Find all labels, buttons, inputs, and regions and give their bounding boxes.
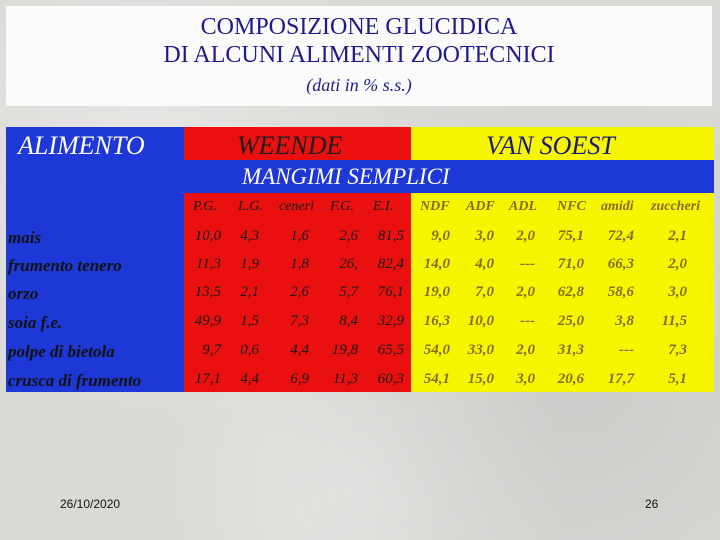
table-cell: 33,0 bbox=[467, 342, 494, 358]
table-cell: 10,0 bbox=[467, 313, 494, 329]
footer-date: 26/10/2020 bbox=[60, 497, 121, 511]
table-cell: 1,9 bbox=[240, 256, 259, 272]
column-header: ADL bbox=[509, 199, 537, 214]
subtitle: (dati in % s.s.) bbox=[306, 75, 412, 95]
column-header: E.I. bbox=[373, 199, 394, 214]
table-cell: 58,6 bbox=[607, 284, 634, 300]
table-cell: 4,3 bbox=[240, 228, 259, 244]
table-cell: 14,0 bbox=[423, 256, 450, 272]
table-cell: 19,8 bbox=[331, 342, 358, 358]
table-cell: 26, bbox=[339, 256, 358, 272]
table-cell: 32,9 bbox=[377, 313, 404, 329]
title-box bbox=[6, 6, 712, 106]
table-cell: 11,3 bbox=[332, 371, 358, 387]
table-cell: 72,4 bbox=[607, 228, 634, 244]
table-cell: 0,6 bbox=[240, 342, 259, 358]
table-cell: 82,4 bbox=[377, 256, 404, 272]
table-cell: 2,6 bbox=[339, 228, 358, 244]
column-header: ceneri bbox=[279, 199, 314, 214]
table-cell: 75,1 bbox=[557, 228, 584, 244]
header-alimento: ALIMENTO bbox=[18, 131, 145, 160]
table-cell: --- bbox=[520, 256, 535, 272]
table-cell: 7,3 bbox=[290, 313, 309, 329]
header-weende: WEENDE bbox=[237, 131, 343, 160]
table-cell: 25,0 bbox=[557, 313, 584, 329]
column-header: P.G. bbox=[193, 199, 217, 214]
table-cell: 2,0 bbox=[668, 256, 687, 272]
table-cell: 16,3 bbox=[423, 313, 450, 329]
table-cell: 2,0 bbox=[516, 228, 535, 244]
table-cell: 49,9 bbox=[194, 313, 221, 329]
column-header: ADF bbox=[466, 199, 495, 214]
header-van-soest: VAN SOEST bbox=[486, 131, 615, 160]
table-cell: --- bbox=[520, 313, 535, 329]
table-cell: 1,5 bbox=[240, 313, 259, 329]
page-number: 26 bbox=[645, 497, 659, 511]
table-cell: 4,4 bbox=[240, 371, 259, 387]
table-cell: 2,1 bbox=[668, 228, 687, 244]
table-cell: 3,0 bbox=[668, 284, 687, 300]
table-cell: 7,0 bbox=[475, 284, 494, 300]
table-cell: 15,0 bbox=[467, 371, 494, 387]
table-cell: 6,9 bbox=[290, 371, 309, 387]
table-cell: 2,0 bbox=[516, 284, 535, 300]
table-cell: 17,1 bbox=[194, 371, 221, 387]
title-line-1: COMPOSIZIONE GLUCIDICA bbox=[200, 14, 518, 40]
row-name: polpe di bietola bbox=[8, 342, 115, 361]
header-mangimi-semplici: MANGIMI SEMPLICI bbox=[242, 164, 450, 189]
row-name: frumento tenero bbox=[8, 256, 122, 275]
row-name: mais bbox=[8, 228, 42, 247]
table-cell: 4,0 bbox=[475, 256, 494, 272]
column-header: F.G. bbox=[330, 199, 354, 214]
table-cell: 19,0 bbox=[423, 284, 450, 300]
table-cell: 5,7 bbox=[339, 284, 358, 300]
table-cell: 7,3 bbox=[668, 342, 687, 358]
row-name: crusca di frumento bbox=[8, 371, 142, 390]
table-cell: --- bbox=[619, 342, 634, 358]
table-cell: 76,1 bbox=[377, 284, 404, 300]
table-cell: 62,8 bbox=[557, 284, 584, 300]
table-cell: 3,0 bbox=[475, 228, 494, 244]
table-cell: 20,6 bbox=[557, 371, 584, 387]
table-cell: 2,0 bbox=[516, 342, 535, 358]
table-cell: 11,3 bbox=[195, 256, 221, 272]
table-cell: 17,7 bbox=[607, 371, 634, 387]
table-cell: 4,4 bbox=[290, 342, 309, 358]
table-cell: 71,0 bbox=[557, 256, 584, 272]
table-cell: 2,1 bbox=[240, 284, 259, 300]
table-cell: 60,3 bbox=[377, 371, 404, 387]
table-cell: 3,8 bbox=[615, 313, 634, 329]
table-cell: 31,3 bbox=[557, 342, 584, 358]
table-cell: 3,0 bbox=[516, 371, 535, 387]
table-cell: 54,1 bbox=[423, 371, 450, 387]
title-line-2: DI ALCUNI ALIMENTI ZOOTECNICI bbox=[163, 42, 555, 68]
table-cell: 1,8 bbox=[290, 256, 309, 272]
row-name: soia f.e. bbox=[8, 313, 63, 332]
table-cell: 65,5 bbox=[377, 342, 404, 358]
table-cell: 11,5 bbox=[661, 313, 687, 329]
table-cell: 1,6 bbox=[290, 228, 309, 244]
table-cell: 2,6 bbox=[290, 284, 309, 300]
column-header: amidi bbox=[601, 199, 634, 214]
table-cell: 10,0 bbox=[194, 228, 221, 244]
table-cell: 54,0 bbox=[423, 342, 450, 358]
table-cell: 8,4 bbox=[339, 313, 358, 329]
table-cell: 9,0 bbox=[431, 228, 450, 244]
column-header: NFC bbox=[557, 199, 586, 214]
column-header: zuccheri bbox=[651, 199, 700, 214]
table-cell: 81,5 bbox=[377, 228, 404, 244]
table-cell: 5,1 bbox=[668, 371, 687, 387]
table-cell: 13,5 bbox=[194, 284, 221, 300]
column-header: L.G. bbox=[238, 199, 263, 214]
table-cell: 9,7 bbox=[202, 342, 221, 358]
column-header: NDF bbox=[420, 199, 450, 214]
row-name: orzo bbox=[8, 284, 39, 303]
table-cell: 66,3 bbox=[607, 256, 634, 272]
